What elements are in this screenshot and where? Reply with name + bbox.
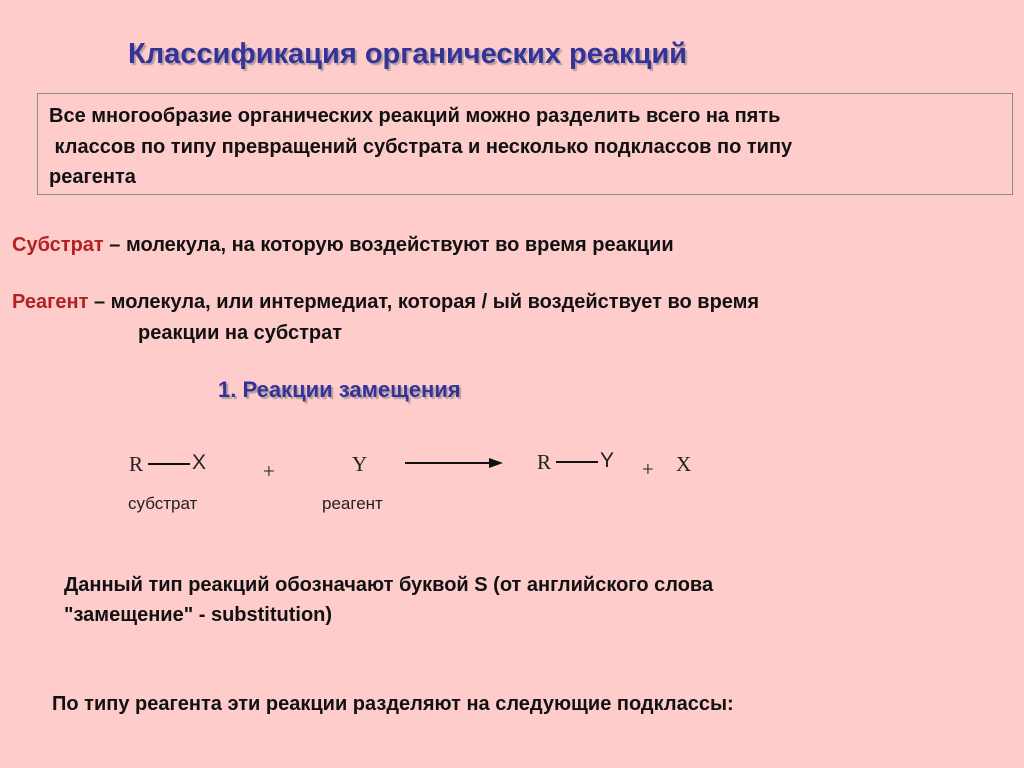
substrate-term: Субстрат bbox=[12, 234, 104, 256]
product-bond bbox=[556, 461, 598, 463]
definition-substrate bbox=[12, 234, 674, 257]
reagent-text: – молекула, или интермедиат, которая / ый воздействует во время bbox=[88, 291, 760, 313]
plus-sign-1: + bbox=[263, 459, 275, 483]
intro-line-1: Все многообразие органических реакций можно разделить всего на пять bbox=[49, 105, 781, 127]
substitution-note bbox=[64, 570, 713, 630]
reaction-arrow-icon bbox=[405, 456, 505, 470]
product-y-atom: Y bbox=[600, 449, 615, 472]
leaving-x-atom: X bbox=[676, 452, 692, 476]
reagent-y-atom: Y bbox=[352, 452, 368, 476]
intro-line-3: реагента bbox=[49, 166, 136, 188]
substrate-x-atom: X bbox=[192, 451, 207, 474]
product-r-atom: R bbox=[537, 450, 552, 474]
reagent-label: реагент bbox=[322, 494, 383, 513]
reagent-term: Реагент bbox=[12, 291, 89, 313]
substrate-bond bbox=[148, 463, 190, 465]
slide-title: Классификация органических реакций bbox=[128, 38, 688, 70]
note-line-2: "замещение" - substitution) bbox=[64, 604, 333, 626]
section-title: 1. Реакции замещения bbox=[218, 377, 461, 402]
intro-box bbox=[37, 93, 1013, 195]
subclasses-footer: По типу реагента эти реакции разделяют на следующие подклассы: bbox=[52, 693, 734, 715]
definition-reagent bbox=[12, 291, 759, 314]
substrate-r-atom: R bbox=[129, 452, 144, 476]
note-line-1: Данный тип реакций обозначают буквой S (от английского слова bbox=[64, 574, 714, 596]
substrate-label: субстрат bbox=[128, 494, 198, 513]
plus-sign-2: + bbox=[642, 457, 654, 481]
reagent-continuation: реакции на субстрат bbox=[138, 322, 343, 344]
substrate-text: – молекула, на которую воздействуют во время реакции bbox=[103, 234, 674, 256]
intro-line-2: классов по типу превращений субстрата и несколько подклассов по типу bbox=[49, 136, 793, 158]
